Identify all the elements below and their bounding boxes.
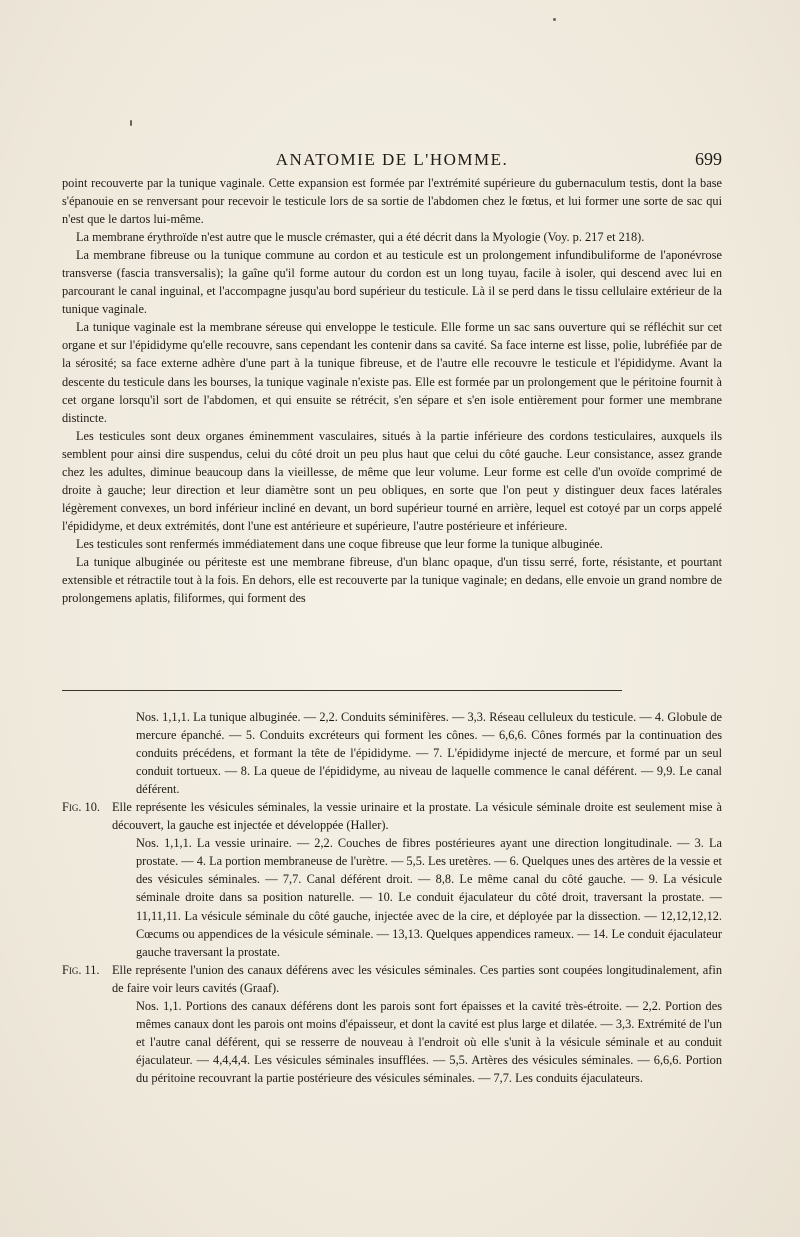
paragraph: Les testicules sont deux organes éminemment vasculaires, situés à la partie inférieure des cordons testiculaires, auxquels ils semblent pour ainsi dire suspendus, celui du côté droit un peu plus haut que celui du côté gauche. Leur consistance, assez grande chez les adultes, diminue beaucoup dans la vieillesse, de même que leur volume. Leur forme est celle d'un ovoïde comprimé de droite à gauche; leur direction et leur diamètre sont un peu obliques, en sorte que l'on peut y distinguer deux faces latérales légèrement convexes, un bord inférieur incliné en devant, un bord supérieur tourné en arrière, lequel est cotoyé par un corps appelé l'épididyme, et deux extrémités, dont l'une est antérieure et supérieure, l'autre postérieure et inférieure. bbox=[62, 428, 722, 533]
paragraph: Les testicules sont renfermés immédiatement dans une coque fibreuse que leur forme la tunique albuginée. bbox=[76, 536, 603, 551]
figure-label: Fig. 10. bbox=[62, 800, 100, 815]
paragraph: point recouverte par la tunique vaginale. Cette expansion est formée par l'extrémité supérieure du gubernaculum testis, dont la base s'épanouie en se renversant pour recevoir le testicule lors de sa sortie de l'abdomen chez le fœtus, et lui former une sorte de sac qui n'est que le dartos lui-même. bbox=[62, 176, 722, 227]
figure-description: Elle représente les vésicules séminales, la vessie urinaire et la prostate. La vésicule séminale droite est seulement mise à découvert, la gauche est injectée et développée (Haller). bbox=[112, 800, 722, 833]
paragraph: La tunique albuginée ou périteste est une membrane fibreuse, d'un blanc opaque, d'un tissu serré, forte, résistante, et pourtant extensible et rétractile tout à la fois. En dehors, elle est recouverte par la tunique vaginale; en dedans, elle envoie un grand nombre de prolongemens aplatis, filiformes, qui forment des bbox=[62, 554, 722, 606]
running-title: ANATOMIE DE L'HOMME. bbox=[275, 150, 509, 169]
section-divider bbox=[62, 690, 622, 691]
paper-speck bbox=[130, 120, 132, 126]
paper-speck bbox=[553, 18, 556, 21]
figure-description: Elle représente l'union des canaux déférens avec les vésicules séminales. Ces parties sont coupées longitudinalement, afin de faire voir leurs cavités (Graaf). bbox=[112, 962, 722, 995]
paragraph: La tunique vaginale est la membrane séreuse qui enveloppe le testicule. Elle forme un sac sans ouverture qui se réfléchit sur cet organe et sur l'épididyme qu'elle recouvre, sans cependant les contenir dans sa cavité. Sa face interne est lisse, polie, lubréfiée par de la sérosité; sa face externe adhère d'une part à la tunique fibreuse, et de l'autre elle recouvre le testicule et l'épididyme. Avant la descente du testicule dans les bourses, la tunique vaginale n'existe pas. Elle est formée par un prolongement que le péritoine fournit à cet organe lorsqu'il sort de l'abdomen, et qui ensuite se rétrécit, s'en sépare et s'en isole entièrement pour former une membrane distincte. bbox=[62, 320, 722, 425]
page-number: 699 bbox=[695, 149, 722, 169]
figure-label: Fig. 11. bbox=[62, 962, 100, 977]
paragraph: La membrane fibreuse ou la tunique commune au cordon et au testicule est un prolongement infundibuliforme de l'aponévrose transverse (fascia transversalis); la gaîne qu'il forme autour du cordon est un long tuyau, facile à isoler, qui descend avec lui en parcourant le canal inguinal, et l'accompagne jusqu'au bord supérieur du testicule. Là il se perd dans le tissu cellulaire extérieur de la tunique vaginale. bbox=[62, 248, 722, 317]
legend-numbers: Nos. 1,1. Portions des canaux déférens dont les parois sont fort épaisses et la cavité très-étroite. — 2,2. Portion des mêmes canaux dont les parois ont moins d'épaisseur, et dont la cavité est plus large et dilatée. — 3,3. Extrémité de l'un et l'autre canal déférent, qui se resserre de nouveau à l'endroit où elle s'unit à la vésicule séminale et au conduit éjaculateur. — 4,4,4,4. Les vésicules séminales insufflées. — 5,5. Artères des vésicules séminales. — 6,6,6. Portion du péritoine recouvrant la partie postérieure des vésicules séminales. — 7,7. Les conduits éjaculateurs. bbox=[136, 998, 722, 1085]
figure-10-caption bbox=[62, 798, 722, 834]
main-text bbox=[62, 174, 722, 607]
paragraph: La membrane érythroïde n'est autre que le muscle crémaster, qui a été décrit dans la Myologie (Voy. p. 217 et 218). bbox=[76, 230, 645, 245]
legend-numbers: Nos. 1,1,1. La vessie urinaire. — 2,2. Couches de fibres postérieures ayant une direction longitudinale. — 3. La prostate. — 4. La portion membraneuse de l'urètre. — 5,5. Les uretères. — 6. Quelques unes des artères de la vessie et des vésicules séminales. — 7,7. Canal déférent droit. — 8,8. Le même canal du côté gauche. — 9. La vésicule séminale droite dans sa position naturelle. — 10. Le conduit éjaculateur du côté droit, traversant la prostate. — 11,11,11. La vésicule séminale du côté gauche, injectée avec de la cire, et déployée par la dissection. — 12,12,12,12. Cœcums ou appendices de la vésicule séminale. — 13,13. Quelques appendices rameux. — 14. Le conduit éjaculateur gauche traversant la prostate. bbox=[136, 836, 722, 959]
figure-legend bbox=[62, 708, 722, 1087]
page-header bbox=[62, 150, 722, 174]
figure-11-caption bbox=[62, 961, 722, 997]
legend-numbers: Nos. 1,1,1. La tunique albuginée. — 2,2. Conduits séminifères. — 3,3. Réseau celluleux du testicule. — 4. Globule de mercure épanché. — 5. Conduits excréteurs qui forment les cônes. — 6,6,6. Cônes formés par la continuation des conduits précédens, et formant la tête de l'épididyme. — 7. L'épididyme injecté de mercure, et formé par un seul conduit tortueux. — 8. La queue de l'épididyme, au niveau de laquelle commence le canal déférent. — 9,9. Le canal déférent. bbox=[136, 710, 722, 797]
